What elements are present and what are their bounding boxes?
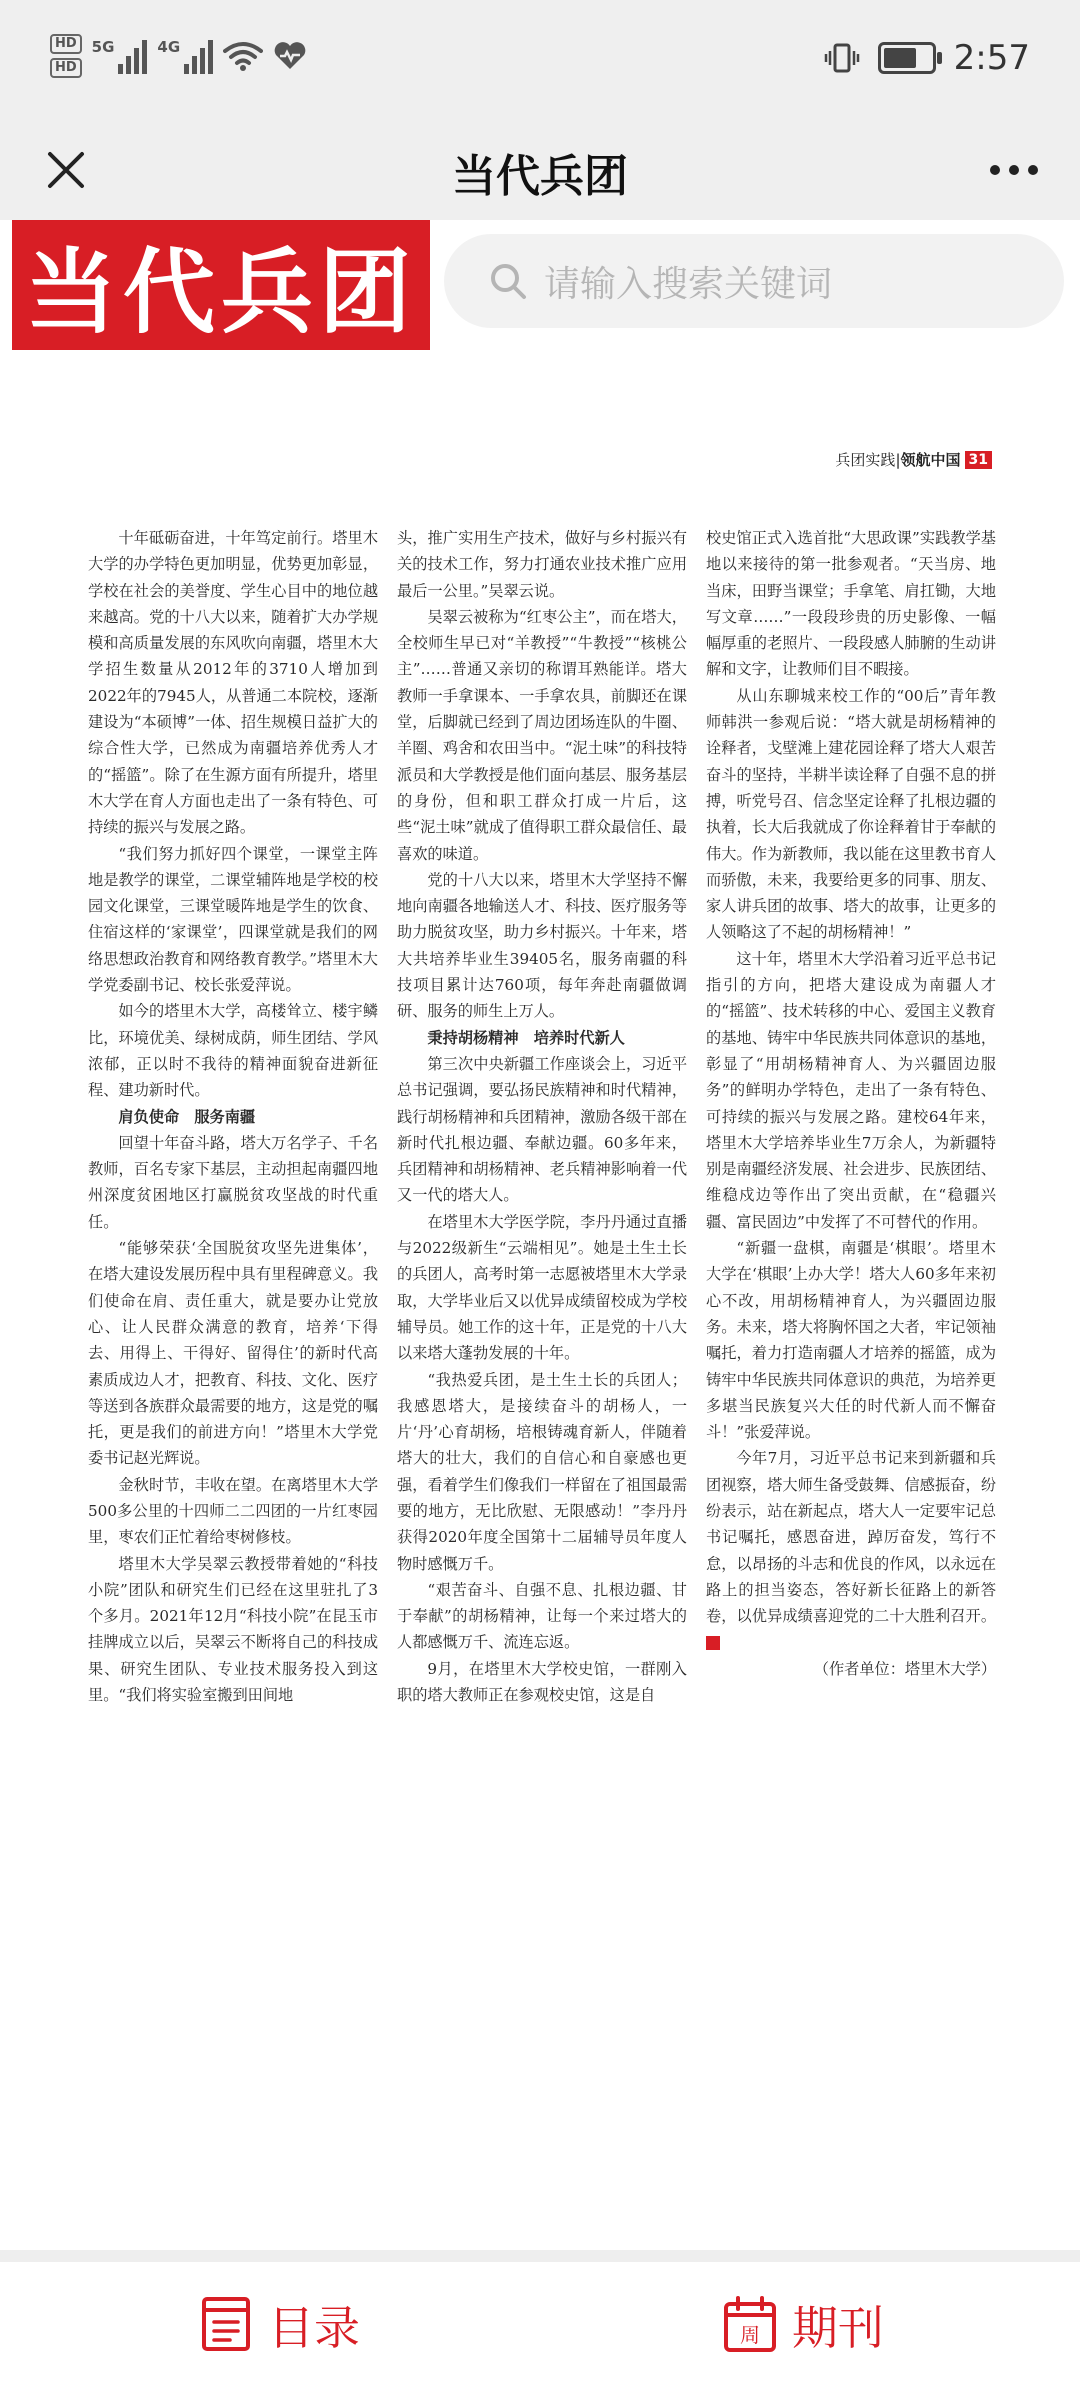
magazine-page[interactable] <box>0 360 1080 2250</box>
paragraph <box>706 1445 996 1655</box>
more-options-button[interactable] <box>976 132 1052 208</box>
paragraph: “我们努力抓好四个课堂，一课堂主阵地是教学的课堂，二课堂辅阵地是学校的校园文化课堂，三课堂暖阵地是学生的饮食、住宿这样的‘家课堂’，四课堂就是我们的网络思想政治教育和网络教育教学。”塔里木大学党委副书记、校长张爱萍说。 <box>88 844 378 995</box>
search-placeholder: 请输入搜索关键词 <box>544 263 833 305</box>
network-type-1: 5G <box>91 38 115 56</box>
more-dot-icon <box>990 165 1000 175</box>
signal-bars-icon <box>184 40 213 74</box>
vibrate-icon <box>824 42 860 74</box>
paragraph: 从山东聊城来校工作的“00后”青年教师韩洪一参观后说：“塔大就是胡杨精神的诠释者，戈壁滩上建花园诠释了塔大人艰苦奋斗的坚持，半耕半读诠释了自强不息的拼搏，听党号召、信念坚定诠释了扎根边疆的执着，长大后我就成了你诠释着甘于奉献的伟大。作为新教师，我以能在这里教书育人而骄傲，未来，我要给更多的同事、朋友、家人讲兵团的故事、塔大的故事，让更多的人领略这了不起的胡杨精神！” <box>706 686 996 942</box>
paragraph: “能够荣获‘全国脱贫攻坚先进集体’，在塔大建设发展历程中具有里程碑意义。我们使命在肩、责任重大，就是要办让党放心、让人民群众满意的教育，培养‘下得去、用得上、干得好、留得住’的新时代高素质成边人才，把教育、科技、文化、医疗等送到各族群众最需要的地方，这是党的嘱托，更是我们的前进方向！”塔里木大学党委书记赵光辉说。 <box>88 1239 378 1468</box>
author-affiliation: （作者单位：塔里木大学） <box>813 1659 996 1678</box>
search-icon <box>488 261 528 301</box>
heart-health-icon <box>273 41 307 71</box>
nav-divider <box>0 2250 1080 2262</box>
battery-fill <box>884 48 916 68</box>
page-number: 31 <box>965 451 992 469</box>
paragraph: 校史馆正式入选首批“大思政课”实践教学基地以来接待的第一批参观者。“天当房、地当床，田野当课堂；手拿笔、肩扛锄，大地写文章……”一段段珍贵的历史影像、一幅幅厚重的老照片、一段段感人肺腑的生动讲解和文字，让教师们目不暇接。 <box>706 529 996 679</box>
paragraph: 金秋时节，丰收在望。在离塔里木大学500多公里的十四师二二四团的一片红枣园里，枣农们正忙着给枣树修枝。 <box>88 1475 378 1547</box>
subheading: 秉持胡杨精神 培养时代新人 <box>427 1028 625 1047</box>
paragraph: 党的十八大以来，塔里木大学坚持不懈地向南疆各地输送人才、科技、医疗服务等助力脱贫攻坚，助力乡村振兴。十年来，塔大共培养毕业生39405名，服务南疆的科技项目累计达760项，每年奔赴南疆做调研、服务的师生上万人。 <box>397 870 687 1021</box>
bottom-nav <box>0 2262 1080 2388</box>
magazine-logo[interactable] <box>12 220 430 350</box>
paragraph: “新疆一盘棋，南疆是‘棋眼’。塔里木大学在‘棋眼’上办大学！塔大人60多年来初心不改，用胡杨精神育人，为兴疆固边服务。未来，塔大将胸怀国之大者，牢记领袖嘱托，着力打造南疆人才培养的摇篮，成为铸牢中华民族共同体意识的典范，为培养更多堪当民族复兴大任的时代新人而不懈奋斗！”张爱萍说。 <box>706 1239 996 1442</box>
table-of-contents-icon <box>200 2296 254 2354</box>
table-of-contents-button[interactable] <box>200 2292 360 2358</box>
hd-badge-1: HD <box>50 34 82 54</box>
paragraph: 第三次中央新疆工作座谈会上，习近平总书记强调，要弘扬民族精神和时代精神，践行胡杨精神和兵团精神，激励各级干部在新时代扎根边疆、奉献边疆。60多年来，兵团精神和胡杨精神、老兵精神影响着一代又一代的塔大人。 <box>397 1054 687 1205</box>
network-type-2: 4G <box>157 38 181 56</box>
calendar-icon <box>722 2296 778 2354</box>
paragraph: 吴翠云被称为“红枣公主”，而在塔大，全校师生早已对“羊教授”“牛教授”“核桃公主”……普通又亲切的称谓耳熟能详。塔大教师一手拿课本、一手拿农具，前脚还在课堂，后脚就已经到了周边团场连队的牛圈、羊圈、鸡舍和农田当中。“泥土味”的科技特派员和大学教授是他们面向基层、服务基层的身份，但和职工群众打成一片后，这些“泥土味”就成了值得职工群众最信任、最喜欢的味道。 <box>397 607 687 863</box>
more-dot-icon <box>1009 165 1019 175</box>
title-bar <box>0 118 1080 220</box>
page-title: 当代兵团 <box>452 151 628 202</box>
article-column-3 <box>706 525 996 1682</box>
toc-label: 目录 <box>268 2301 360 2355</box>
more-dot-icon <box>1028 165 1038 175</box>
section-name: 兵团实践 <box>835 451 896 469</box>
logo-text: 当代兵团 <box>24 238 417 346</box>
closing-paragraph: 今年7月，习近平总书记来到新疆和兵团视察，塔大师生备受鼓舞、信感振奋，纷纷表示，站在新起点，塔大人一定要牢记总书记嘱托，感恩奋进，踔厉奋发，笃行不怠，以昂扬的斗志和优良的作风，以永远在路上的担当姿态，答好新长征路上的新答卷，以优异成绩喜迎党的二十大胜利召开。 <box>706 1449 996 1626</box>
battery-icon <box>878 42 936 74</box>
paragraph: 回望十年奋斗路，塔大万名学子、千名教师，百名专家下基层，主动担起南疆四地州深度贫困地区打赢脱贫攻坚战的时代重任。 <box>88 1133 378 1231</box>
issues-button[interactable] <box>722 2292 884 2358</box>
signal-bars-icon <box>118 40 147 74</box>
hd-indicator <box>50 34 82 78</box>
issues-label: 期刊 <box>792 2301 884 2355</box>
signal-5g <box>92 38 148 74</box>
end-mark-icon <box>706 1636 720 1650</box>
subheading: 肩负使命 服务南疆 <box>118 1107 256 1126</box>
status-right <box>824 38 1030 78</box>
status-bar <box>0 0 1080 118</box>
article-column-2 <box>397 525 687 1708</box>
running-head <box>835 449 992 470</box>
wifi-icon <box>223 40 263 72</box>
paragraph: 9月，在塔里木大学校史馆，一群刚入职的塔大教师正在参观校史馆，这是自 <box>397 1659 687 1705</box>
paragraph: 塔里木大学吴翠云教授带着她的“科技小院”团队和研究生们已经在这里驻扎了3个多月。2021年12月“科技小院”在昆玉市挂牌成立以后，吴翠云不断将自己的科技成果、研究生团队、专业技术服务投入到这里。“我们将实验室搬到田间地 <box>88 1554 378 1705</box>
paragraph: 十年砥砺奋进，十年笃定前行。塔里木大学的办学特色更加明显，优势更加彰显，学校在社会的美誉度、学生心目中的地位越来越高。党的十八大以来，随着扩大办学规模和高质量发展的东风吹向南疆，塔里木大学招生数量从2012年的3710人增加到2022年的7945人，从普通二本院校，逐渐建设为“本硕博”一体、招生规模日益扩大的综合性大学，已然成为南疆培养优秀人才的“摇篮”。除了在生源方面有所提升，塔里木大学在育人方面也走出了一条有特色、可持续的振兴与发展之路。 <box>88 529 378 837</box>
search-input[interactable] <box>444 234 1064 328</box>
paragraph: 头，推广实用生产技术，做好与乡村振兴有关的技术工作，努力打通农业技术推广应用最后一公里。”吴翠云说。 <box>397 529 687 600</box>
clock: 2:57 <box>953 38 1030 78</box>
paragraph: 这十年，塔里木大学沿着习近平总书记指引的方向，把塔大建设成为南疆人才的“摇篮”、技术转移的中心、爱国主义教育的基地、铸牢中华民族共同体意识的基地，彰显了“用胡杨精神育人、为兴疆固边服务”的鲜明办学特色，走出了一条有特色、可持续的振兴与发展之路。建校64年来，塔里木大学培养毕业生7万余人，为新疆特别是南疆经济发展、社会进步、民族团结、维稳戍边等作出了突出贡献，在“稳疆兴疆、富民固边”中发挥了不可替代的作用。 <box>706 949 996 1231</box>
section-divider: | <box>895 450 901 469</box>
article-column-1 <box>88 525 378 1708</box>
paragraph: 如今的塔里木大学，高楼耸立、楼宇鳞比，环境优美、绿树成荫，师生团结、学风浓郁，正以时不我待的精神面貌奋进新征程、建功新时代。 <box>88 1002 378 1100</box>
signal-4g <box>157 38 213 74</box>
calendar-icon-text: 周 <box>740 2323 760 2347</box>
paragraph: 在塔里木大学医学院，李丹丹通过直播与2022级新生“云端相见”。她是土生土长的兵团人，高考时第一志愿被塔里木大学录取，大学毕业后又以优异成绩留校成为学校辅导员。她工作的这十年，正是党的十八大以来塔大蓬勃发展的十年。 <box>397 1212 687 1363</box>
header-row <box>0 220 1080 360</box>
hd-badge-2: HD <box>50 58 82 78</box>
status-left <box>50 34 307 78</box>
paragraph: “我热爱兵团，是土生土长的兵团人；我感恩塔大，是接续奋斗的胡杨人，一片‘丹’心育胡杨，培根铸魂育新人，伴随着塔大的壮大，我们的自信心和自豪感也更强，看着学生们像我们一样留在了祖国最需要的地方，无比欣慰、无限感动！”李丹丹获得2020年度全国第十二届辅导员年度人物时感慨万千。 <box>397 1370 687 1573</box>
column-name: 领航中国 <box>900 451 961 469</box>
paragraph: “艰苦奋斗、自强不息、扎根边疆、甘于奉献”的胡杨精神，让每一个来过塔大的人都感慨万千、流连忘返。 <box>397 1580 687 1652</box>
